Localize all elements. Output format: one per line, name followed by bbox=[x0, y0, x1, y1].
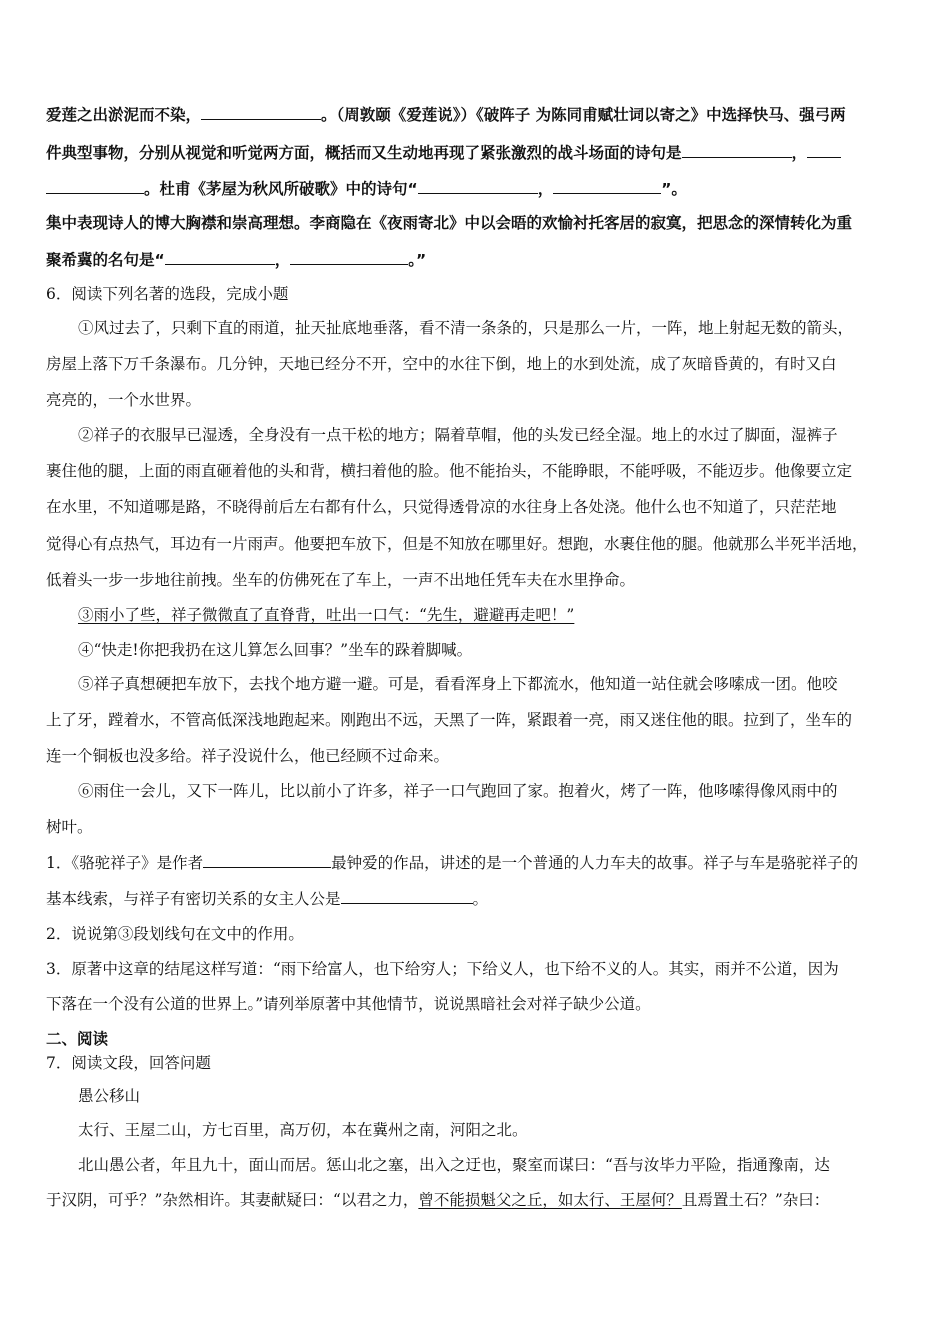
text-segment: 1．《骆驼祥子》是作者 bbox=[46, 854, 204, 872]
fill-line-3 bbox=[46, 178, 687, 199]
text-segment: 聚希冀的名句是“ bbox=[46, 251, 165, 269]
sub-question-3-line: 下落在一个没有公道的世界上。”请列举原著中其他情节，说说黑暗社会对祥子缺少公道。 bbox=[46, 995, 651, 1013]
answer-blank[interactable] bbox=[46, 178, 144, 194]
text-segment: 。杜甫《茅屋为秋风所破歌》中的诗句“ bbox=[144, 180, 418, 198]
answer-blank[interactable] bbox=[807, 142, 841, 158]
fill-line-1 bbox=[46, 104, 846, 125]
answer-blank[interactable] bbox=[203, 852, 331, 868]
answer-blank[interactable] bbox=[418, 178, 538, 194]
passage-p4: ④“快走!你把我扔在这儿算怎么回事？”坐车的跺着脚喊。 bbox=[78, 641, 473, 659]
text-segment: ， bbox=[274, 251, 291, 269]
sub-question-2: 2．说说第③段划线句在文中的作用。 bbox=[46, 925, 304, 943]
answer-blank[interactable] bbox=[201, 104, 321, 120]
fill-line-4: 集中表现诗人的博大胸襟和崇高理想。李商隐在《夜雨寄北》中以会晤的欢愉衬托客居的寂寞，把思念的深情转化为重 bbox=[46, 214, 853, 232]
passage-title: 愚公移山 bbox=[78, 1087, 141, 1105]
text-segment: 爱莲之出淤泥而不染， bbox=[46, 106, 202, 124]
answer-blank[interactable] bbox=[165, 249, 275, 265]
passage-p2-line: 裹住他的腿，上面的雨直砸着他的头和背，横扫着他的脸。他不能抬头，不能睁眼，不能呼吸，不能迈步。他像要立定 bbox=[46, 462, 853, 480]
passage-p6-line: ⑥雨住一会儿，又下一阵儿，比以前小了许多，祥子一口气跑回了家。抱着火，烤了一阵，他哆嗦得像风雨中的 bbox=[78, 782, 838, 800]
answer-blank[interactable] bbox=[553, 178, 661, 194]
text-segment: 。 bbox=[472, 890, 489, 908]
passage-p5-line: 上了牙，蹚着水，不管高低深浅地跑起来。刚跑出不远，天黑了一阵，紧跟着一亮，雨又迷住他的眼。拉到了，坐车的 bbox=[46, 711, 853, 729]
fill-line-5 bbox=[46, 249, 426, 270]
passage-p1-line: 亮亮的，一个水世界。 bbox=[46, 391, 202, 409]
text-segment: 于汉阴，可乎？”杂然相许。其妻献疑曰：“以君之力， bbox=[46, 1191, 419, 1209]
text-segment: ”。 bbox=[661, 180, 687, 198]
passage-p2-line: 低着头一步一步地往前拽。坐车的仿佛死在了车上，一声不出地任凭车夫在水里挣命。 bbox=[46, 571, 636, 589]
classical-p2-line bbox=[46, 1190, 829, 1210]
q6-heading: 6．阅读下列名著的选段，完成小题 bbox=[46, 285, 289, 303]
passage-p2-line: 觉得心有点热气，耳边有一片雨声。他要把车放下，但是不知放在哪里好。想跑，水裹住他的腿。他就那么半死半活地， bbox=[46, 535, 868, 553]
sub-question-1 bbox=[46, 852, 858, 873]
sub-question-1-cont bbox=[46, 888, 488, 909]
passage-p5-line: ⑤祥子真想硬把车放下，去找个地方避一避。可是，看看浑身上下都流水，他知道一站住就会哆嗦成一团。他咬 bbox=[78, 675, 838, 693]
answer-blank[interactable] bbox=[341, 888, 473, 904]
classical-p2-line: 北山愚公者，年且九十，面山而居。惩山北之塞，出入之迂也，聚室而谋曰：“吾与汝毕力平险，指通豫南，达 bbox=[78, 1156, 830, 1174]
text-segment: 。” bbox=[408, 251, 427, 269]
fill-line-2 bbox=[46, 142, 841, 163]
passage-p5-line: 连一个铜板也没多给。祥子没说什么，他已经顾不过命来。 bbox=[46, 747, 450, 765]
text-segment: 。（周敦颐《爱莲说》）《破阵子 为陈同甫赋壮词以寄之》中选择快马、强弓两 bbox=[321, 106, 846, 124]
passage-p1-line: ①风过去了，只剩下直的雨道，扯天扯底地垂落，看不清一条条的，只是那么一片，一阵，地上射起无数的箭头， bbox=[78, 319, 854, 337]
text-segment: ， bbox=[537, 180, 554, 198]
passage-p6-line: 树叶。 bbox=[46, 818, 93, 836]
sub-question-3-line: 3．原著中这章的结尾这样写道：“雨下给富人，也下给穷人；下给义人，也下给不义的人。其实，雨并不公道，因为 bbox=[46, 960, 839, 978]
text-segment: 且焉置土石？”杂曰： bbox=[681, 1191, 830, 1209]
text-segment: 件典型事物，分别从视觉和听觉两方面，概括而又生动地再现了紧张激烈的战斗场面的诗句是 bbox=[46, 144, 682, 162]
classical-p1: 太行、王屋二山，方七百里，高万仞，本在冀州之南，河阳之北。 bbox=[78, 1121, 528, 1139]
answer-blank[interactable] bbox=[290, 249, 408, 265]
passage-p2-line: ②祥子的衣服早已湿透，全身没有一点干松的地方；隔着草帽，他的头发已经全湿。地上的水过了脚面，湿裤子 bbox=[78, 426, 838, 444]
text-segment: 最钟爱的作品，讲述的是一个普通的人力车夫的故事。祥子与车是骆驼祥子的 bbox=[331, 854, 859, 872]
passage-p1-line: 房屋上落下万千条瀑布。几分钟，天地已经分不开，空中的水往下倒，地上的水到处流，成了灰暗昏黄的，有时又白 bbox=[46, 355, 837, 373]
passage-p2-line: 在水里，不知道哪是路，不晓得前后左右都有什么，只觉得透骨凉的水往身上各处浇。他什么也不知道了，只茫茫地 bbox=[46, 498, 837, 516]
answer-blank[interactable] bbox=[682, 142, 792, 158]
underlined-sentence: 曾不能损魁父之丘，如太行、王屋何？ bbox=[418, 1191, 682, 1209]
text-segment: ， bbox=[791, 144, 808, 162]
passage-p3-underlined: ③雨小了些，祥子微微直了直脊背，吐出一口气：“先生，避避再走吧！” bbox=[78, 606, 575, 624]
section-2-heading: 二、阅读 bbox=[46, 1030, 109, 1048]
q7-heading: 7．阅读文段，回答问题 bbox=[46, 1054, 211, 1072]
text-segment: 基本线索，与祥子有密切关系的女主人公是 bbox=[46, 890, 341, 908]
